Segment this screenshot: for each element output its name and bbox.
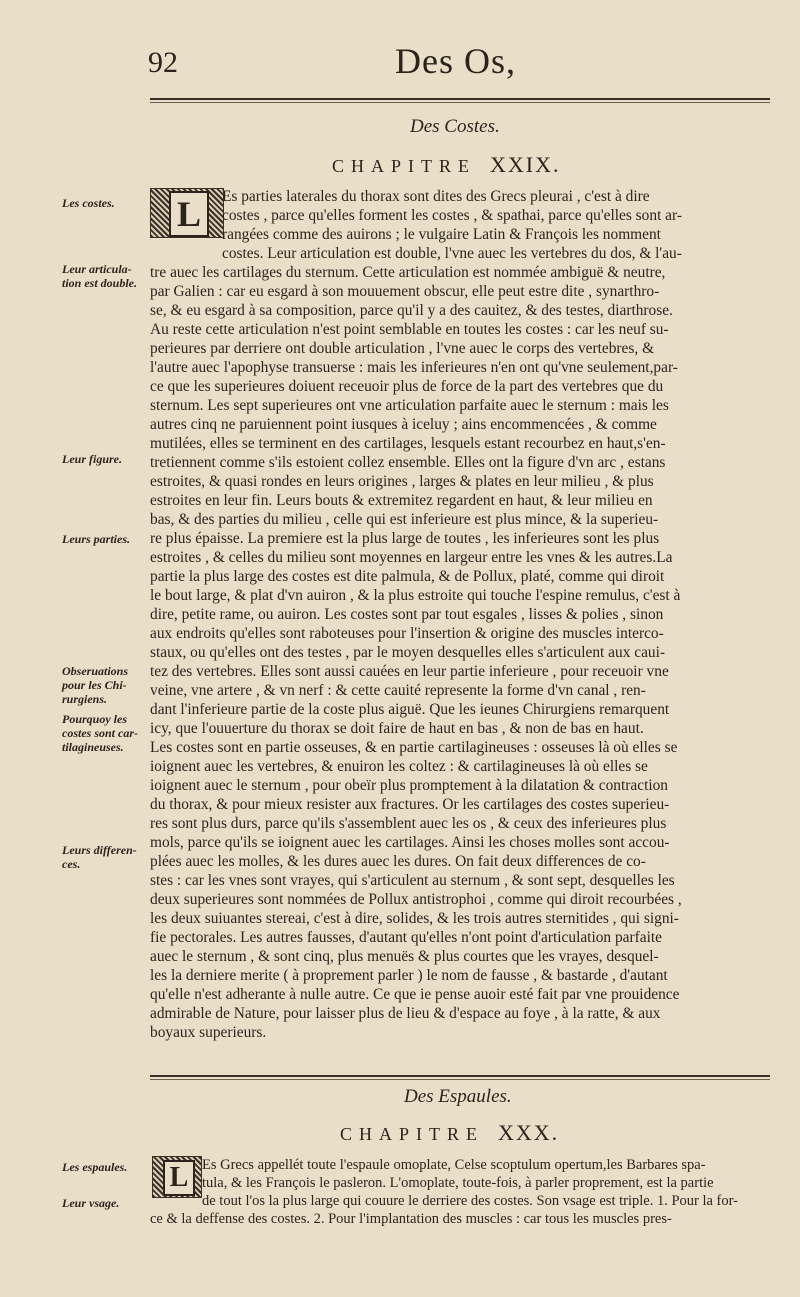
text-line: stes : car les vnes sont vrayes, qui s'articulent au sternum , & sont sept, desquelles les bbox=[150, 872, 675, 889]
text-line: aux endroits qu'elles sont raboteuses pour l'insertion & origine des muscles interco- bbox=[150, 625, 664, 642]
chapter-heading-29 bbox=[332, 152, 561, 178]
chapter-label: CHAPITRE bbox=[332, 156, 477, 176]
margin-note: Les espaules. bbox=[62, 1160, 128, 1174]
text-line: l'autre auec l'apophyse transuerse : mais les inferieures n'en ont qu'vne seulement,par- bbox=[150, 359, 678, 376]
text-line: du thorax, & pour mieux resister aux fractures. Or les cartilages des costes superieu- bbox=[150, 796, 670, 813]
text-line: perieures par derriere ont double articulation , l'vne auec le corps des vertebres, & bbox=[150, 340, 655, 357]
margin-note: ces. bbox=[62, 857, 81, 871]
text-line: tez des vertebres. Elles sont aussi cauées en leur partie inferieure , pour receuoir vne bbox=[150, 663, 669, 680]
text-line: autres cinq ne paruiennent point iusques à iceluy ; ains encommencées , & comme bbox=[150, 416, 657, 433]
margin-note: pour les Chi- bbox=[62, 678, 127, 692]
page-number: 92 bbox=[148, 46, 178, 79]
text-line: tre auec les cartilages du sternum. Cette articulation est nommée ambiguë & neutre, bbox=[150, 264, 666, 281]
text-line: res sont plus durs, parce qu'ils s'assemblent auec les os , & ceux des inferieures plus bbox=[150, 815, 667, 832]
decorated-initial-l bbox=[150, 188, 224, 238]
margin-note: Leur articula- bbox=[62, 262, 132, 276]
decorated-initial-l bbox=[152, 1156, 202, 1198]
text-line: tretiennent comme s'ils estoient collez ensemble. Elles ont la figure d'vn arc , estans bbox=[150, 454, 666, 471]
text-line: auec le sternum , & sont cinq, plus menuës & plus courtes que les vrayes, desquel- bbox=[150, 948, 659, 965]
text-line: estroites , & celles du milieu sont moyennes en largeur entre les vnes & les autres.La bbox=[150, 549, 673, 566]
chapter-label: CHAPITRE bbox=[340, 1124, 485, 1144]
text-line: Au reste cette articulation n'est point semblable en toutes les costes : car les neuf su- bbox=[150, 321, 669, 338]
text-line: Es Grecs appellét toute l'espaule omoplate, Celse scoptulum opertum,les Barbares spa- bbox=[202, 1157, 706, 1173]
text-line: mutilées, elles se terminent en des cartilages, lesquels estant recourbez en haut,s'en- bbox=[150, 435, 666, 452]
chapter-number: XXX. bbox=[498, 1120, 560, 1145]
margin-note: Leurs differen- bbox=[62, 843, 137, 857]
text-line: estroites, & quasi rondes en leurs origines , larges & plates en leur milieu , & plus bbox=[150, 473, 654, 490]
text-line: deux superieures sont nommées de Pollux antistrophoi , comme qui diroit recourbées , bbox=[150, 891, 682, 908]
text-line: admirable de Nature, pour laisser plus de lieu & d'espace au foye , à la ratte, & aux bbox=[150, 1005, 661, 1022]
header-rule-thin bbox=[150, 102, 770, 103]
text-line: ce que les superieures doiuent receuoir plus de force de la part des vertebres que du bbox=[150, 378, 664, 395]
text-line: staux, ou qu'elles ont des testes , par le moyen desquelles elles s'articulent aux caui- bbox=[150, 644, 666, 661]
text-line: tula, & les François le pasleron. L'omoplate, toute-fois, à parler proprement, est la partie bbox=[202, 1175, 714, 1191]
initial-letter: L bbox=[163, 1160, 195, 1196]
text-line: plées auec les molles, & les dures auec les dures. On fait deux differences de co- bbox=[150, 853, 646, 870]
margin-note: costes sont car- bbox=[62, 726, 138, 740]
text-line: bas, & des parties du milieu , celle qui est inferieure est plus mince, & la superieu- bbox=[150, 511, 659, 528]
margin-note: Leurs parties. bbox=[62, 532, 131, 546]
section-separator-thin bbox=[150, 1079, 770, 1080]
section-title-espaules: Des Espaules. bbox=[404, 1086, 512, 1107]
header-rule bbox=[150, 98, 770, 100]
margin-note: tilagineuses. bbox=[62, 740, 124, 754]
text-line: icy, que l'ouuerture du thorax se doit faire de haut en bas , & non de bas en haut. bbox=[150, 720, 644, 737]
text-line: ioignent auec les vertebres, & enuiron les coltez : & cartilagineuses là où elles se bbox=[150, 758, 648, 775]
text-line: se, & eu esgard à sa composition, parce qu'il y a des cauitez, & des testes, diarthrose. bbox=[150, 302, 673, 319]
text-line: costes , parce qu'elles forment les costes , & spathai, parce qu'elles sont ar- bbox=[222, 207, 682, 224]
margin-note: Obseruations bbox=[62, 664, 129, 678]
text-line: fie pectorales. Les autres fausses, d'autant qu'elles n'ont point d'articulation parfaite bbox=[150, 929, 662, 946]
text-line: le bout large, & plat d'vn auiron , & la plus estroite qui touche l'espine remulus, c'est à bbox=[150, 587, 681, 604]
text-line: Les costes sont en partie osseuses, & en partie cartilagineuses : osseuses là où elles se bbox=[150, 739, 678, 756]
initial-letter: L bbox=[169, 191, 209, 237]
section-title-costes: Des Costes. bbox=[410, 116, 500, 137]
margin-note: Leur vsage. bbox=[62, 1196, 120, 1210]
margin-note: tion est double. bbox=[62, 276, 138, 290]
margin-note: rurgiens. bbox=[62, 692, 108, 706]
text-line: dant l'inferieure partie de la coste plus aiguë. Que les ieunes Chirurgiens remarquent bbox=[150, 701, 670, 718]
margin-note: Leur figure. bbox=[62, 452, 122, 466]
text-line: ce & la deffense des costes. 2. Pour l'implantation des muscles : car tous les muscles pres- bbox=[150, 1211, 672, 1227]
chapter-number: XXIX. bbox=[490, 152, 561, 177]
text-line: estroites en leur fin. Leurs bouts & extremitez regardent en haut, & leur milieu en bbox=[150, 492, 653, 509]
text-line: ioignent auec le sternum , pour obeïr plus promptement à la dilatation & contraction bbox=[150, 777, 669, 794]
text-line: les la derniere merite ( à proprement parler ) le nom de fausse , & bastarde , d'autant bbox=[150, 967, 668, 984]
chapter-heading-30 bbox=[340, 1120, 559, 1146]
text-line: partie la plus large des costes est dite palmula, & de Pollux, platé, comme qui diroit bbox=[150, 568, 665, 585]
text-line: sternum. Les sept superieures ont vne articulation parfaite auec le sternum : mais les bbox=[150, 397, 669, 414]
text-line: qu'elle n'est adherante à nulle autre. Ce que ie pense auoir esté fait par vne prouidence bbox=[150, 986, 680, 1003]
text-line: les deux suiuantes stereai, c'est à dire, solides, & les trois autres sternitides , qui signi- bbox=[150, 910, 679, 927]
text-line: re plus épaisse. La premiere est la plus large de toutes , les inferieures sont les plus bbox=[150, 530, 660, 547]
margin-note: Les costes. bbox=[62, 196, 115, 210]
text-line: costes. Leur articulation est double, l'vne auec les vertebres du dos, & l'au- bbox=[222, 245, 682, 262]
margin-note: Pourquoy les bbox=[62, 712, 128, 726]
text-line: de tout l'os la plus large qui couure le derriere des costes. Son vsage est triple. 1. Pour la for- bbox=[202, 1193, 738, 1209]
text-line: dire, petite rame, ou auiron. Les costes sont par tout esgales , lisses & polies , sinon bbox=[150, 606, 664, 623]
running-title: Des Os, bbox=[395, 41, 516, 81]
text-line: mols, parce qu'ils se ioignent auec les cartilages. Ainsi les choses molles sont accou- bbox=[150, 834, 670, 851]
text-line: Es parties laterales du thorax sont dites des Grecs pleurai , c'est à dire bbox=[222, 188, 650, 205]
text-line: par Galien : car eu esgard à son mouuement obscur, elle peut estre dite , synarthro- bbox=[150, 283, 660, 300]
text-line: veine, vne artere , & vn nerf : & cette cauité represente la forme d'vn canal , ren- bbox=[150, 682, 646, 699]
text-line: rangées comme des auirons ; le vulgaire Latin & François les nomment bbox=[222, 226, 661, 243]
text-line: boyaux superieurs. bbox=[150, 1024, 267, 1041]
section-separator bbox=[150, 1075, 770, 1077]
